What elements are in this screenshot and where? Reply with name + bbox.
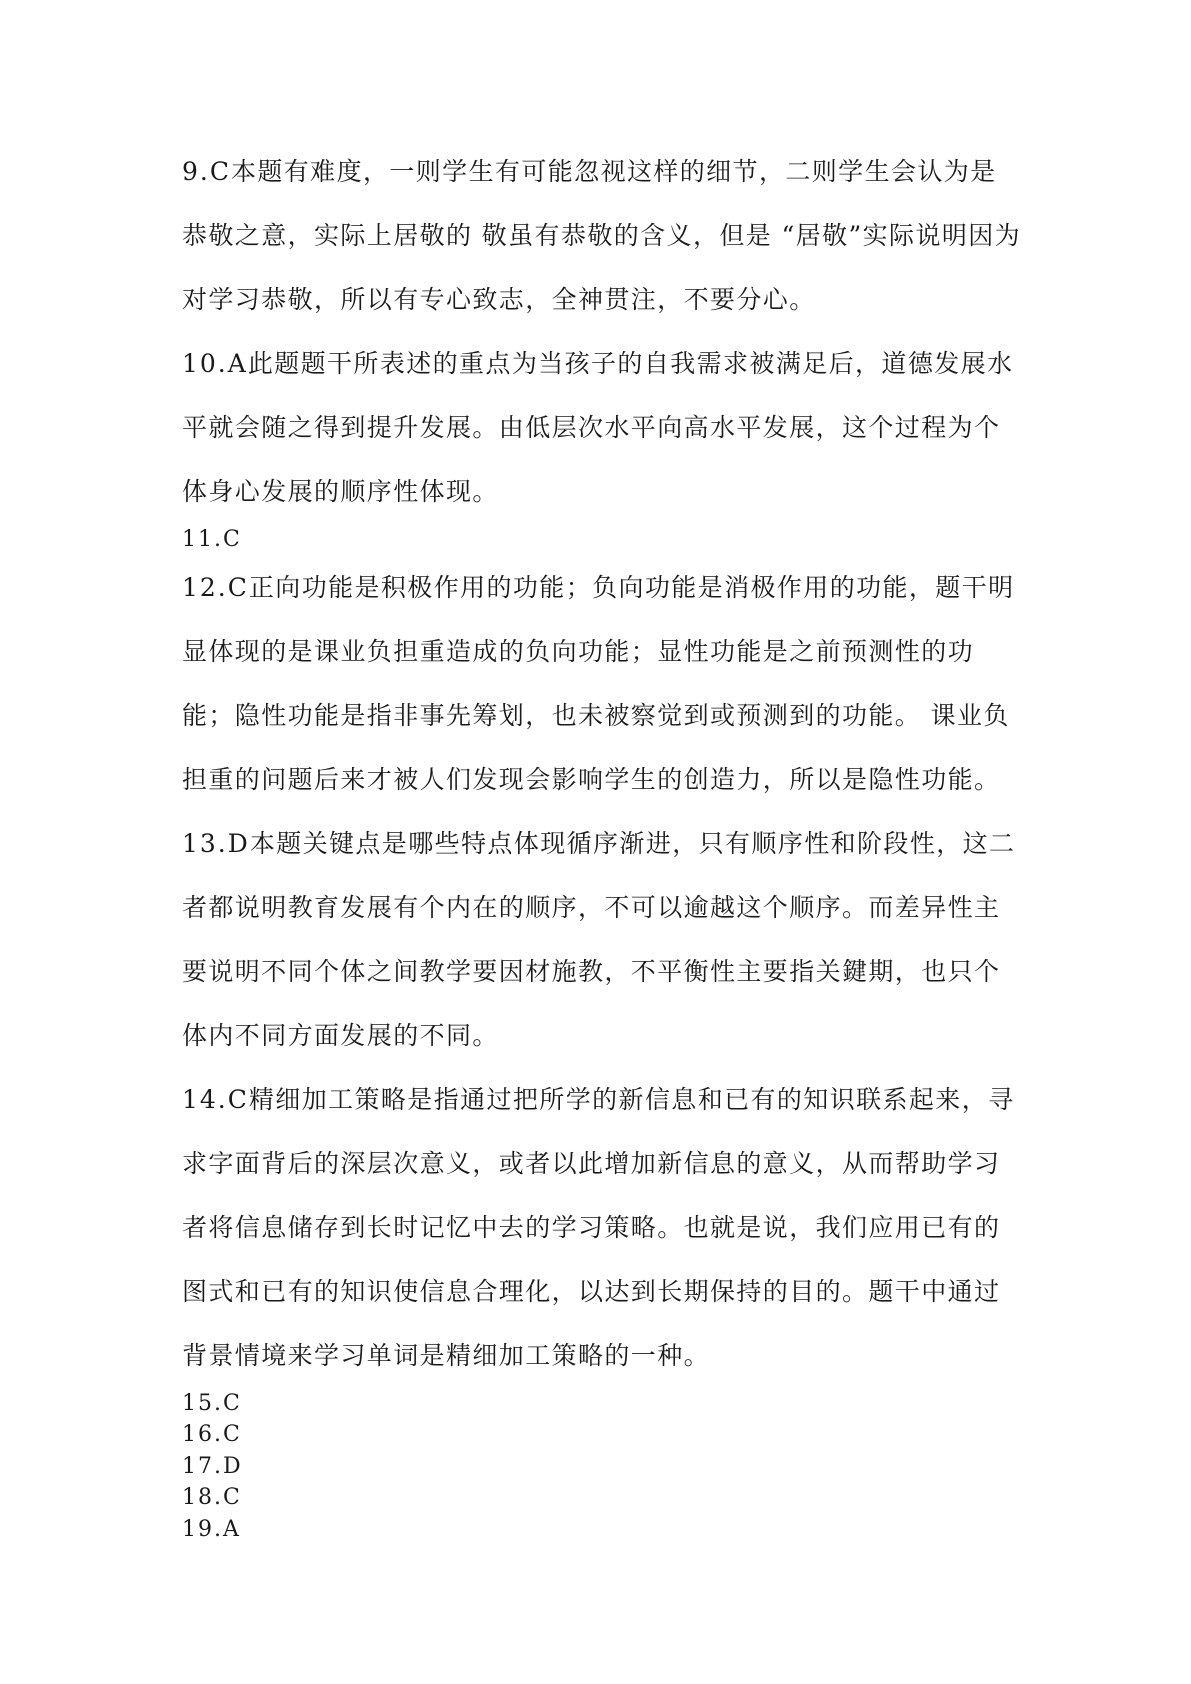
answer-item-12: [182, 556, 1022, 812]
answer-item-14: [182, 1068, 1022, 1388]
answer-item-17: [182, 1451, 1022, 1483]
answer-item-9: [182, 140, 1022, 332]
answer-number: 17.D: [182, 1453, 243, 1479]
answer-number: 18.C: [182, 1485, 242, 1510]
answer-number: 12.C: [182, 572, 249, 602]
answer-number: 19.A: [182, 1516, 241, 1542]
answer-list: [182, 140, 1022, 1545]
answer-number: 15.C: [182, 1390, 242, 1416]
answer-number: 16.C: [182, 1422, 242, 1447]
answer-item-19: [182, 1514, 1022, 1546]
answer-number: 13.D: [182, 828, 250, 858]
answer-number: 14.C: [182, 1084, 249, 1114]
answer-number: 10.A: [182, 349, 248, 378]
answer-explanation: 本题有难度，一则学生有可能忽视这样的细节，二则学生会认为是恭敬之意，实际上居敬的 敬虽有恭敬的含义，但是 “居敬”实际说明因为对学习恭敬，所以有专心致志，全神贯注，不要分心。: [182, 157, 1022, 314]
answer-item-16: [182, 1419, 1022, 1451]
answer-item-11: [182, 524, 1022, 556]
answer-explanation: 正向功能是积极作用的功能；负向功能是消极作用的功能，题干明显体现的是课业负担重造成的负向功能；显性功能是之前预测性的功能；隐性功能是指非事先筹划，也未被察觉到或预测到的功能。 课业负担重的问题后来才被人们发现会影响学生的创造力，所以是隐性功能。: [182, 572, 1015, 794]
answer-item-10: [182, 332, 1022, 524]
answer-number: 9.C: [182, 157, 231, 186]
answer-explanation: 此题题干所表述的重点为当孩子的自我需求被满足后，道德发展水平就会随之得到提升发展。由低层次水平向高水平发展，这个过程为个体身心发展的顺序性体现。: [182, 349, 1014, 506]
answer-item-13: [182, 812, 1022, 1068]
answer-item-18: [182, 1482, 1022, 1514]
answer-explanation: 精细加工策略是指通过把所学的新信息和已有的知识联系起来，寻求字面背后的深层次意义，或者以此增加新信息的意义，从而帮助学习者将信息储存到长时记忆中去的学习策略。也就是说，我们应用已有的图式和已有的知识使信息合理化，以达到长期保持的目的。题干中通过背景情境来学习单词是精细加工策略的一种。: [182, 1084, 1015, 1370]
answer-item-15: [182, 1388, 1022, 1420]
answer-number: 11.C: [182, 527, 242, 552]
answer-explanation: 本题关键点是哪些特点体现循序渐进，只有顺序性和阶段性，这二者都说明教育发展有个内在的顺序，不可以逾越这个顺序。而差异性主要说明不同个体之间教学要因材施教，不平衡性主要指关鍵期，也只个体内不同方面发展的不同。: [182, 828, 1016, 1050]
